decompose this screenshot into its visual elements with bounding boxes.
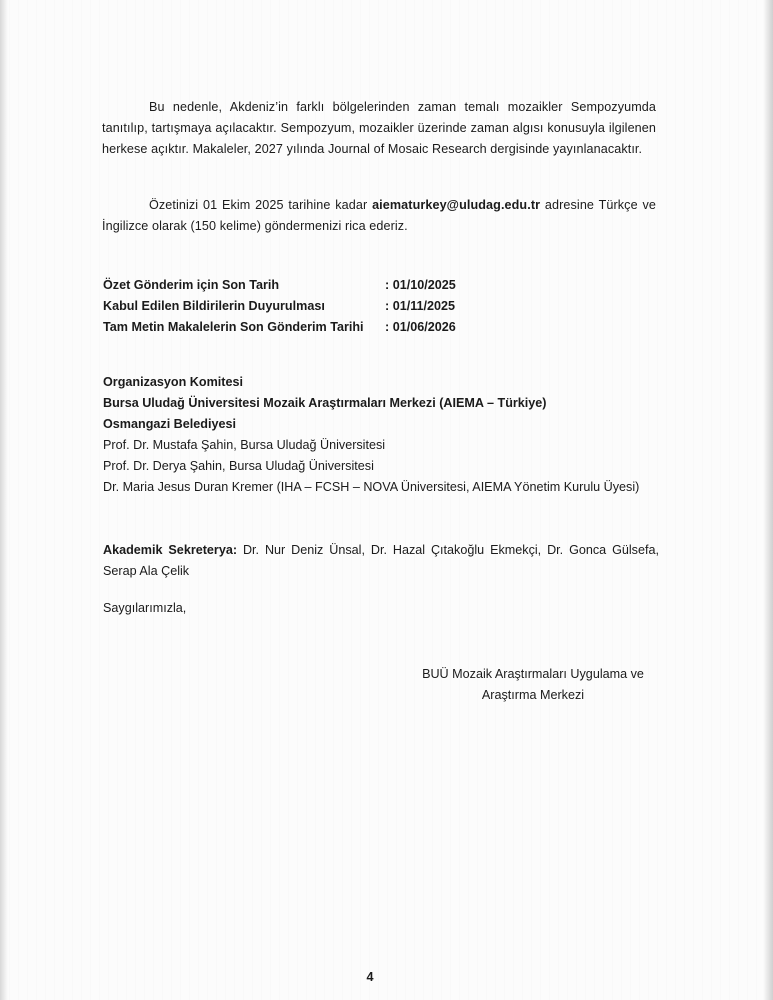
deadline-label: Kabul Edilen Bildirilerin Duyurulması	[103, 299, 325, 313]
page-number: 4	[366, 970, 374, 984]
secretariat-label: Akademik Sekreterya:	[103, 543, 238, 557]
signature-block	[403, 664, 663, 706]
scan-edge-right	[763, 0, 773, 1000]
submission-text-before: Özetinizi 01 Ekim 2025 tarihine kadar	[149, 198, 373, 212]
deadline-value: : 01/06/2026	[385, 320, 456, 334]
scan-edge-left	[0, 0, 8, 1000]
organization-committee	[103, 372, 659, 498]
committee-member: Dr. Maria Jesus Duran Kremer (IHA – FCSH – NOVA Üniversitesi, AIEMA Yönetim Kurulu Üyesi)	[103, 480, 640, 494]
intro-paragraph: Bu nedenle, Akdeniz’in farklı bölgelerinden zaman temalı mozaikler Sempozyumda tanıtılıp, tartışmaya açılacaktır. Sempozyum, mozaikler üzerinde zaman algısı konusuyla ilgilenen herkese açıktır. Makaleler, 2027 yılında Journal of Mosaic Research dergisinde yayınlanacaktır.	[102, 100, 656, 156]
deadline-label: Tam Metin Makalelerin Son Gönderim Tarihi	[103, 320, 364, 334]
closing-greeting: Saygılarımızla,	[103, 601, 187, 615]
committee-member: Prof. Dr. Derya Şahin, Bursa Uludağ Üniversitesi	[103, 459, 374, 473]
deadline-value: : 01/11/2025	[385, 299, 456, 313]
secretariat	[103, 540, 659, 582]
deadline-row	[103, 317, 533, 338]
deadline-row	[103, 296, 533, 317]
signature-line-1: BUÜ Mozaik Araştırmaları Uygulama ve	[422, 667, 644, 681]
deadline-label: Özet Gönderim için Son Tarih	[103, 278, 280, 292]
deadline-table	[103, 275, 533, 338]
secretariat-names: Dr. Nur Deniz Ünsal, Dr. Hazal Çıtakoğlu Ekmekçi, Dr. Gonca Gülsefa, Serap Ala Çelik	[103, 543, 659, 578]
submission-paragraph	[102, 195, 656, 237]
deadline-value: : 01/10/2025	[385, 278, 456, 292]
committee-member: Prof. Dr. Mustafa Şahin, Bursa Uludağ Üniversitesi	[103, 438, 386, 452]
organization-heading: Organizasyon Komitesi	[103, 375, 243, 389]
contact-email: aiematurkey@uludag.edu.tr	[372, 198, 541, 212]
submission-text-after: adresine Türkçe ve İngilizce olarak (150 kelime) göndermenizi rica ederiz.	[102, 198, 656, 233]
deadline-row	[103, 275, 533, 296]
signature-line-2: Araştırma Merkezi	[481, 688, 585, 702]
organization-center: Bursa Uludağ Üniversitesi Mozaik Araştırmaları Merkezi (AIEMA – Türkiye)	[103, 396, 547, 410]
organization-municipality: Osmangazi Belediyesi	[103, 417, 236, 431]
